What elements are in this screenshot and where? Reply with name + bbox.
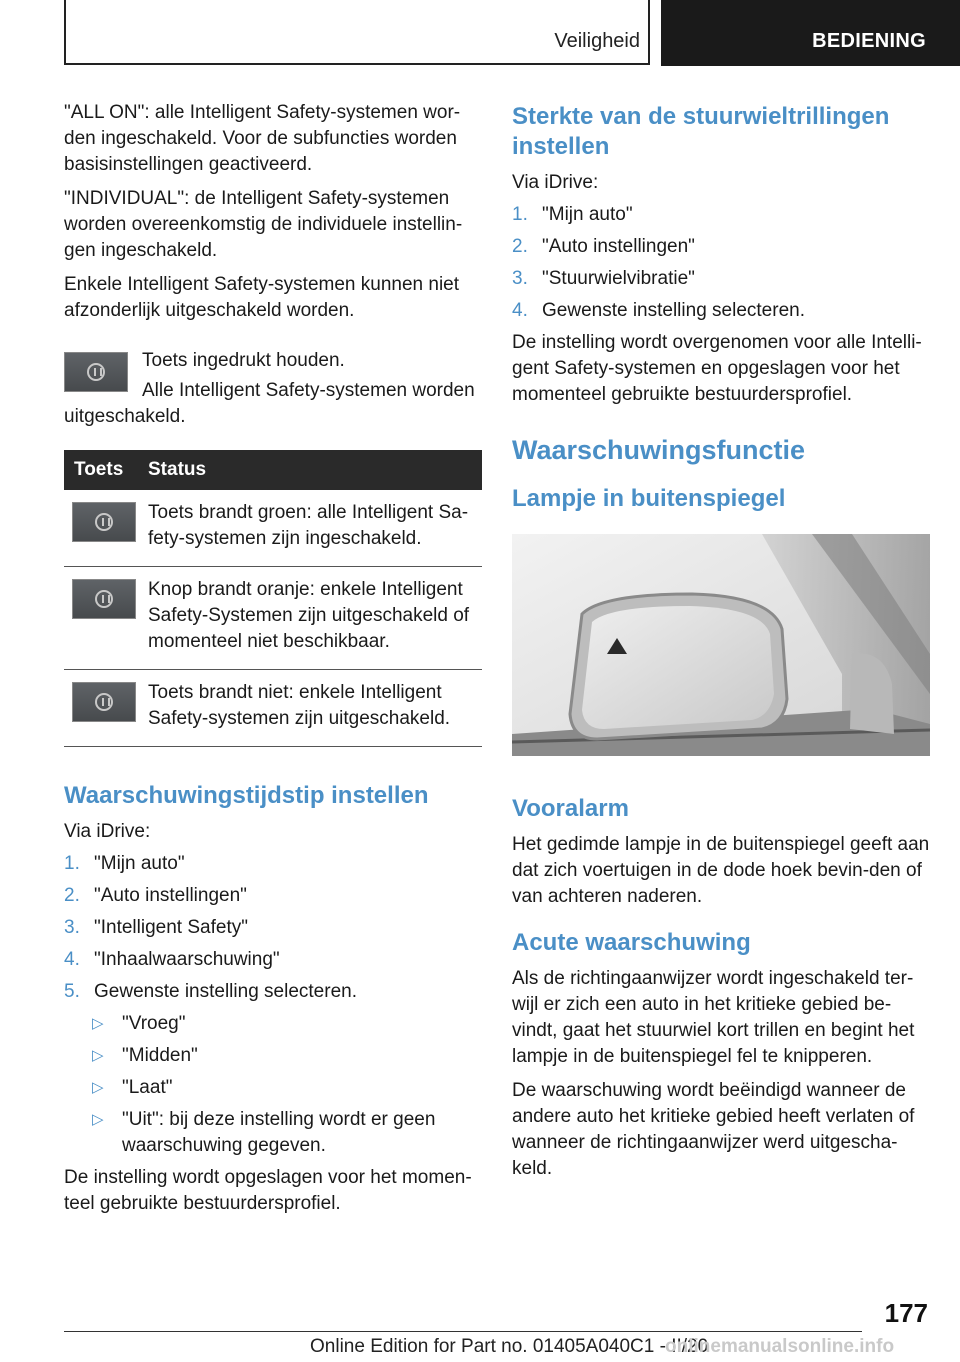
list-item: ▷ "Uit": bij deze instelling wordt er geen waarschuwing gegeven. — [92, 1109, 436, 1156]
left-column — [64, 100, 482, 1225]
pre-alarm-text: Het gedimde lampje in de buitenspiegel geeft aan dat zich voertuigen in de dode hoek bevin-den of van achteren naderen. — [512, 834, 930, 907]
page-number: 177 — [884, 1298, 928, 1328]
safety-button-icon — [95, 590, 113, 608]
list-item: ▷ "Midden" — [92, 1043, 482, 1069]
triangle-bullet-icon: ▷ — [92, 1111, 104, 1128]
vibration-heading: Sterkte van de stuurwieltrillingen instellen — [512, 103, 890, 160]
paragraph-individual: "INDIVIDUAL": de Intelligent Safety-systemen worden overeenkomstig de individuele instellin-gen ingeschakeld. — [64, 188, 463, 261]
safety-button-icon — [87, 363, 105, 381]
triangle-bullet-icon: ▷ — [92, 1079, 104, 1096]
table-header-row — [64, 450, 482, 490]
table-cell-status: Toets brandt niet: enkele Intelligent Safety-systemen zijn uitgeschakeld. — [138, 670, 482, 747]
list-item: 2. "Auto instellingen" — [64, 885, 247, 906]
paragraph-not-separately: Enkele Intelligent Safety-systemen kunnen niet afzonderlijk uitgeschakeld worden. — [64, 274, 460, 321]
warn-closing: De instelling wordt opgeslagen voor het momen-teel gebruikte bestuurdersprofiel. — [64, 1167, 472, 1214]
triangle-bullet-icon: ▷ — [92, 1015, 104, 1032]
warning-function-heading: Waarschuwingsfunctie — [512, 435, 806, 465]
table-cell-status: Toets brandt groen: alle Intelligent Sa-fety-systemen zijn ingeschakeld. — [138, 490, 482, 567]
warn-steps-list — [64, 851, 482, 1005]
acute-warning-text: Als de richtingaanwijzer wordt ingeschakeld ter-wijl er zich een auto in het kritieke gebied be-vindt, gaat het stuurwiel kort trillen en begint het lampje in de buitenspiegel fel te knipperen. — [512, 968, 915, 1067]
list-item: 1. "Mijn auto" — [64, 853, 185, 874]
table-cell-status: Knop brandt oranje: enkele Intelligent Safety-Systemen zijn uitgeschakeld of momenteel niet beschikbaar. — [138, 567, 482, 670]
page-header — [0, 0, 960, 66]
list-item: 3. "Intelligent Safety" — [64, 917, 248, 938]
table-row — [64, 567, 482, 670]
paragraph-all-on: "ALL ON": alle Intelligent Safety-systemen wor-den ingeschakeld. Voor de subfuncties worden basisinstellingen geactiveerd. — [64, 102, 461, 175]
footer-divider — [64, 1331, 862, 1332]
hold-text: Alle Intelligent Safety-systemen worden uitgeschakeld. — [64, 380, 475, 427]
table-header-status: Status — [138, 450, 482, 490]
safety-button-icon — [95, 513, 113, 531]
list-item: 3. "Stuurwielvibratie" — [512, 268, 695, 289]
list-item: ▷ "Laat" — [92, 1075, 482, 1101]
acute-warning-heading: Acute waarschuwing — [512, 929, 751, 956]
vibration-closing: De instelling wordt overgenomen voor alle Intelli-gent Safety-systemen en opgeslagen voor het momenteel gebruikte bestuurdersprofiel. — [512, 332, 922, 405]
table-row — [64, 670, 482, 747]
mirror-lamp-heading: Lampje in buitenspiegel — [512, 485, 786, 512]
pre-alarm-heading: Vooralarm — [512, 795, 629, 822]
safety-button-orange-image — [72, 579, 136, 619]
side-mirror-illustration — [512, 534, 930, 756]
edition-text: Online Edition for Part no. 01405A040C1 - II/20 — [310, 1336, 709, 1357]
safety-button-image — [64, 352, 128, 392]
list-item: 4. Gewenste instelling selecteren. — [512, 300, 805, 321]
list-item: 2. "Auto instellingen" — [512, 236, 695, 257]
warning-ended-text: De waarschuwing wordt beëindigd wanneer de andere auto het kritieke gebied heeft verlaten of wanneer de richtingaanwijzer werd uitgescha-keld. — [512, 1080, 915, 1179]
chapter-tab — [661, 0, 960, 66]
vibration-steps-list — [512, 202, 930, 324]
status-table — [64, 450, 482, 747]
list-item: ▷ "Vroeg" — [92, 1011, 482, 1037]
list-item: 4. "Inhaalwaarschuwing" — [64, 949, 280, 970]
table-header-toets: Toets — [64, 450, 138, 490]
list-item: 5. Gewenste instelling selecteren. — [64, 981, 357, 1002]
list-item: 1. "Mijn auto" — [512, 204, 633, 225]
warn-time-heading: Waarschuwingstijdstip instellen — [64, 782, 429, 809]
options-list — [92, 1011, 482, 1159]
safety-button-green-image — [72, 502, 136, 542]
table-row — [64, 490, 482, 567]
hold-title: Toets ingedrukt houden. — [142, 350, 345, 371]
via-idrive-right: Via iDrive: — [512, 172, 599, 193]
safety-button-off-image — [72, 682, 136, 722]
chapter-title: BEDIENING — [812, 30, 926, 52]
safety-button-icon — [95, 693, 113, 711]
triangle-bullet-icon: ▷ — [92, 1047, 104, 1064]
right-column — [512, 102, 930, 1190]
hold-button-block — [64, 348, 482, 430]
watermark: onlinemanualsonline.info — [665, 1336, 895, 1357]
section-title: Veiligheid — [554, 30, 640, 52]
via-idrive-left: Via iDrive: — [64, 821, 151, 842]
